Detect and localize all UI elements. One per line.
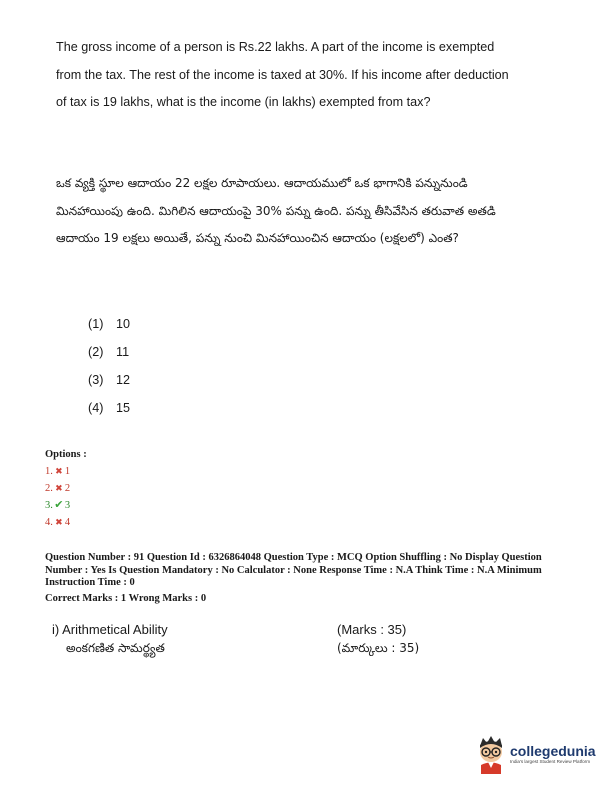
choice-number: (2) (88, 345, 104, 359)
option-label: 2. (45, 483, 53, 494)
choice-number: (3) (88, 373, 104, 387)
section-marks-english: (Marks : 35) (337, 622, 407, 637)
choice-value: 15 (116, 401, 131, 415)
check-icon: ✔ (54, 499, 64, 511)
question-metadata: Question Number : 91 Question Id : 6326864048 Question Type : MCQ Option Shuffling : No Display Question Number : Yes Is Question Mandatory : No Calculator : None Response Time : N.A Think Time : N.A Minimum Instruction Time : 0 (45, 552, 542, 589)
choice-value: 12 (116, 373, 131, 387)
choice-number: (4) (88, 401, 104, 415)
mascot-icon (474, 734, 508, 774)
option-value: 2 (64, 483, 71, 494)
section-title-telugu: అంకగణిత సామర్థ్యత (66, 641, 165, 655)
marks-metadata: Correct Marks : 1 Wrong Marks : 0 (45, 593, 207, 604)
options-title: Options : (45, 449, 87, 460)
option-label: 1. (45, 466, 53, 477)
cross-icon: ✖ (55, 466, 63, 476)
cross-icon: ✖ (55, 517, 63, 527)
choice-3 (88, 366, 130, 394)
question-text-telugu: ఒక వ్యక్తి స్థూల ఆదాయం 22 లక్షల రూపాయలు. ఆదాయములో ఒక భాగానికి పన్నునుండి మినహాయింపు ఉంది. మిగిలిన ఆదాయంపై 30% పన్ను ఉంది. పన్ను తీసివేసిన తరువాత అతడి ఆదాయం 19 లక్షలు అయితే, పన్ను నుంచి మినహాయించిన ఆదాయం (లక్షలలో) ఎంత? (56, 176, 496, 245)
choice-value: 11 (116, 345, 130, 359)
option-row-4 (45, 514, 87, 531)
logo-tagline: India's largest Student Review Platform (510, 759, 591, 764)
answer-choices (88, 310, 130, 422)
option-row-3 (45, 497, 87, 514)
option-value: 1 (64, 466, 71, 477)
option-value: 3 (64, 500, 71, 511)
choice-2 (88, 338, 130, 366)
choice-number: (1) (88, 317, 104, 331)
choice-value: 10 (116, 317, 131, 331)
section-marks-telugu: (మార్కులు : 35) (337, 641, 420, 655)
choice-1 (88, 310, 130, 338)
option-row-1 (45, 463, 87, 480)
logo-name: collegedunia (510, 743, 596, 759)
option-row-2 (45, 480, 87, 497)
question-text-english: The gross income of a person is Rs.22 lakhs. A part of the income is exempted from the tax. The rest of the income is taxed at 30%. If his income after deduction of tax is 19 lakhs, what is the income (in lakhs) exempted from tax? (56, 40, 509, 109)
option-label: 3. (45, 500, 53, 511)
section-title-english: i) Arithmetical Ability (52, 622, 168, 637)
choice-4 (88, 394, 130, 422)
option-label: 4. (45, 517, 53, 528)
collegedunia-logo (474, 734, 604, 774)
option-value: 4 (64, 517, 71, 528)
cross-icon: ✖ (55, 483, 63, 493)
section-header (52, 620, 552, 658)
options-block (45, 449, 87, 531)
